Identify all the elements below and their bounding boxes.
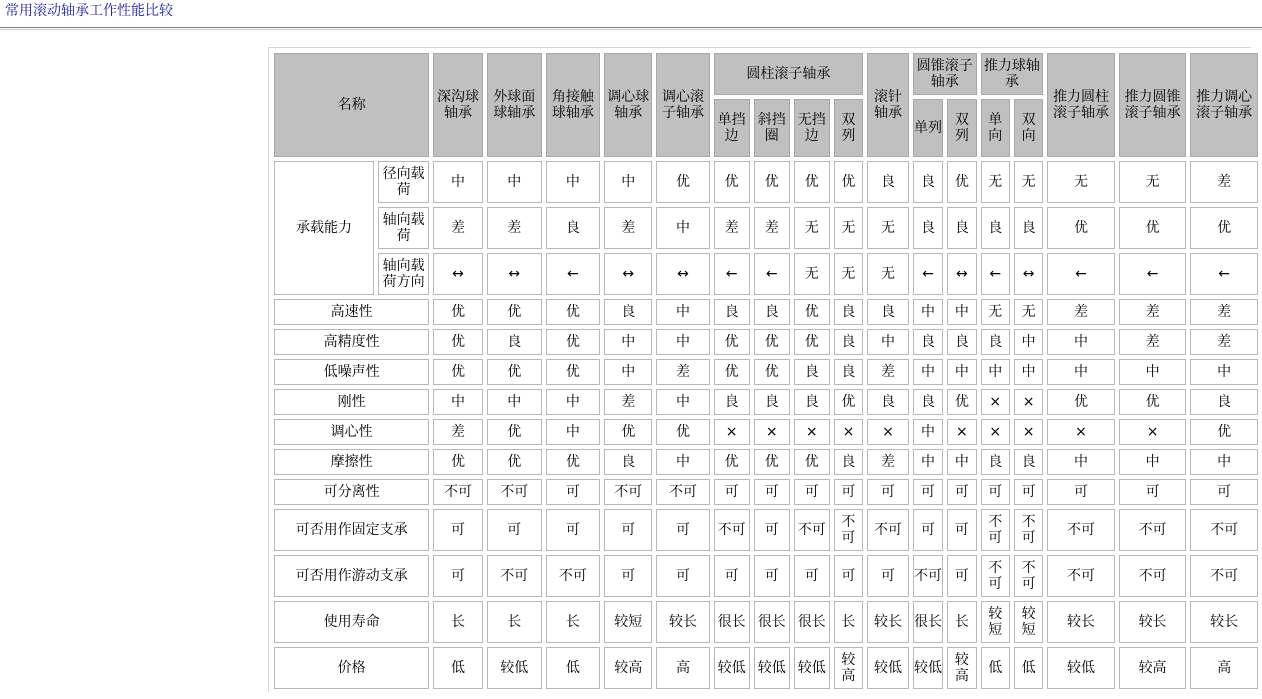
table-cell: 可 — [867, 555, 909, 597]
table-cell: 差 — [604, 207, 652, 249]
table-cell: 无 — [981, 161, 1010, 203]
row-label: 高速性 — [274, 299, 429, 325]
table-cell: 良 — [546, 207, 600, 249]
table-cell: × — [867, 419, 909, 445]
table-cell: 良 — [981, 329, 1010, 355]
table-cell: 高 — [1190, 647, 1258, 689]
table-cell: 优 — [604, 419, 652, 445]
table-row — [274, 359, 1258, 385]
table-cell: 优 — [1047, 207, 1115, 249]
table-cell: 较低 — [794, 647, 830, 689]
subheader-thrust-two-way: 双向 — [1014, 99, 1043, 157]
table-cell: ← — [546, 253, 600, 295]
table-cell: 无 — [794, 207, 830, 249]
table-cell: 中 — [1190, 449, 1258, 475]
table-cell: 不可 — [656, 479, 709, 505]
header-self-align-ball: 调心球轴承 — [604, 53, 652, 157]
row-label: 径向载荷 — [378, 161, 429, 203]
table-cell: 中 — [1014, 359, 1043, 385]
table-cell: 不可 — [834, 509, 863, 551]
table-cell: 无 — [1014, 299, 1043, 325]
table-cell: 差 — [1190, 329, 1258, 355]
table-cell: 中 — [867, 329, 909, 355]
table-cell: 较高 — [947, 647, 976, 689]
table-cell: 中 — [981, 359, 1010, 385]
table-cell: 低 — [433, 647, 482, 689]
table-cell: 良 — [867, 299, 909, 325]
table-cell: 中 — [913, 419, 943, 445]
table-cell: 不可 — [546, 555, 600, 597]
table-cell: 长 — [834, 601, 863, 643]
table-cell: × — [794, 419, 830, 445]
table-cell: 差 — [867, 449, 909, 475]
table-cell: 良 — [604, 299, 652, 325]
table-cell: 良 — [834, 299, 863, 325]
table-cell: 可 — [754, 509, 790, 551]
table-cell: 高 — [656, 647, 709, 689]
table-cell: 可 — [656, 555, 709, 597]
table-cell: 差 — [433, 419, 482, 445]
table-cell: 差 — [487, 207, 542, 249]
table-cell: 长 — [947, 601, 976, 643]
table-cell: 中 — [947, 299, 976, 325]
header-cylindrical: 圆柱滚子轴承 — [714, 53, 863, 95]
table-cell: 中 — [1119, 359, 1187, 385]
table-cell: 不可 — [433, 479, 482, 505]
table-cell: 不可 — [714, 509, 750, 551]
table-cell: 不可 — [794, 509, 830, 551]
table-cell: 优 — [487, 419, 542, 445]
table-row — [274, 389, 1258, 415]
table-row — [274, 509, 1258, 551]
table-cell: 较高 — [1119, 647, 1187, 689]
table-cell: 可 — [1119, 479, 1187, 505]
table-cell: 良 — [981, 207, 1010, 249]
table-cell: 中 — [546, 389, 600, 415]
table-cell: 优 — [546, 449, 600, 475]
table-cell: 不可 — [1014, 509, 1043, 551]
table-cell: × — [1014, 419, 1043, 445]
table-cell: 中 — [546, 161, 600, 203]
table-row — [274, 253, 1258, 295]
table-cell: 优 — [754, 359, 790, 385]
table-cell: 差 — [754, 207, 790, 249]
table-body — [274, 53, 1258, 689]
table-cell: 很长 — [754, 601, 790, 643]
table-cell: 良 — [754, 299, 790, 325]
table-row — [274, 601, 1258, 643]
table-cell: 优 — [487, 449, 542, 475]
header-thrust-cylindrical: 推力圆柱滚子轴承 — [1047, 53, 1115, 157]
bearing-comparison-table — [270, 49, 1262, 693]
header-deep-groove: 深沟球轴承 — [433, 53, 482, 157]
table-cell: 较低 — [913, 647, 943, 689]
table-cell: ↔ — [487, 253, 542, 295]
table-cell: 中 — [947, 359, 976, 385]
table-cell: 可 — [867, 479, 909, 505]
title-divider — [0, 27, 1262, 28]
table-cell: 优 — [794, 329, 830, 355]
table-cell: × — [1119, 419, 1187, 445]
table-cell: 无 — [1119, 161, 1187, 203]
subheader-single-rib: 单挡边 — [714, 99, 750, 157]
table-cell: 长 — [433, 601, 482, 643]
table-cell: 可 — [487, 509, 542, 551]
table-cell: 可 — [834, 555, 863, 597]
table-cell: 良 — [867, 389, 909, 415]
table-cell: 可 — [913, 479, 943, 505]
table-cell: 无 — [834, 207, 863, 249]
subheader-tapered-double: 双列 — [947, 99, 976, 157]
subheader-tapered-single: 单列 — [913, 99, 943, 157]
table-cell: 不可 — [1190, 555, 1258, 597]
row-label: 轴向载荷 — [378, 207, 429, 249]
table-cell: 较短 — [604, 601, 652, 643]
table-cell: 不可 — [1014, 555, 1043, 597]
table-cell: 优 — [834, 389, 863, 415]
table-cell: 很长 — [794, 601, 830, 643]
row-label: 低噪声性 — [274, 359, 429, 385]
table-cell: 中 — [1047, 329, 1115, 355]
table-cell: 优 — [1190, 419, 1258, 445]
table-cell: 可 — [604, 509, 652, 551]
table-cell: 可 — [794, 479, 830, 505]
table-cell: 较长 — [867, 601, 909, 643]
table-cell: 可 — [433, 555, 482, 597]
table-cell: ↔ — [656, 253, 709, 295]
table-cell: 优 — [433, 329, 482, 355]
table-cell: 较低 — [867, 647, 909, 689]
table-cell: 中 — [1047, 359, 1115, 385]
table-cell: 较高 — [834, 647, 863, 689]
table-cell: 差 — [1119, 299, 1187, 325]
table-cell: 不可 — [981, 509, 1010, 551]
row-label: 轴向载荷方向 — [378, 253, 429, 295]
table-cell: × — [1047, 419, 1115, 445]
table-cell: 良 — [1190, 389, 1258, 415]
subheader-oblique-ring: 斜挡圈 — [754, 99, 790, 157]
table-cell: 差 — [433, 207, 482, 249]
table-cell: 中 — [656, 329, 709, 355]
table-cell: 良 — [1014, 207, 1043, 249]
row-label: 高精度性 — [274, 329, 429, 355]
table-cell: 良 — [714, 389, 750, 415]
row-label: 可分离性 — [274, 479, 429, 505]
table-cell: 不可 — [913, 555, 943, 597]
table-cell: 差 — [1190, 161, 1258, 203]
table-cell: 较短 — [981, 601, 1010, 643]
table-cell: 无 — [834, 253, 863, 295]
table-cell: ← — [913, 253, 943, 295]
table-cell: 可 — [714, 555, 750, 597]
table-cell: 不可 — [604, 479, 652, 505]
table-cell: × — [947, 419, 976, 445]
table-row — [274, 299, 1258, 325]
table-cell: 优 — [656, 161, 709, 203]
table-cell: 较长 — [1190, 601, 1258, 643]
table-cell: 优 — [433, 359, 482, 385]
table-cell: 中 — [1190, 359, 1258, 385]
table-cell: 良 — [714, 299, 750, 325]
table-cell: 中 — [1119, 449, 1187, 475]
table-cell: 长 — [487, 601, 542, 643]
table-cell: 良 — [913, 207, 943, 249]
table-cell: 优 — [834, 161, 863, 203]
table-cell: 差 — [714, 207, 750, 249]
table-cell: 优 — [754, 449, 790, 475]
table-cell: × — [1014, 389, 1043, 415]
row-label: 可否用作游动支承 — [274, 555, 429, 597]
table-row — [274, 329, 1258, 355]
table-cell: 很长 — [714, 601, 750, 643]
table-cell: 良 — [604, 449, 652, 475]
table-cell: 中 — [656, 449, 709, 475]
table-cell: 良 — [947, 207, 976, 249]
table-cell: 优 — [1119, 207, 1187, 249]
table-cell: 可 — [714, 479, 750, 505]
table-cell: 中 — [656, 389, 709, 415]
table-cell: 中 — [487, 389, 542, 415]
row-label: 调心性 — [274, 419, 429, 445]
table-cell: 优 — [1190, 207, 1258, 249]
table-cell: 较长 — [656, 601, 709, 643]
table-cell: 不可 — [867, 509, 909, 551]
table-cell: 优 — [487, 299, 542, 325]
table-cell: 良 — [834, 329, 863, 355]
table-cell: 可 — [656, 509, 709, 551]
table-cell: 中 — [546, 419, 600, 445]
table-cell: 中 — [604, 329, 652, 355]
table-cell: 较低 — [487, 647, 542, 689]
table-cell: 差 — [1190, 299, 1258, 325]
table-cell: 优 — [1047, 389, 1115, 415]
table-cell: 可 — [604, 555, 652, 597]
table-cell: 差 — [604, 389, 652, 415]
table-cell: 良 — [913, 161, 943, 203]
table-cell: 长 — [546, 601, 600, 643]
header-needle: 滚针轴承 — [867, 53, 909, 157]
row-label: 摩擦性 — [274, 449, 429, 475]
table-cell: 中 — [656, 207, 709, 249]
table-cell: 优 — [754, 329, 790, 355]
table-cell: ↔ — [947, 253, 976, 295]
table-cell: 中 — [1047, 449, 1115, 475]
table-cell: 不可 — [1119, 555, 1187, 597]
table-row — [274, 647, 1258, 689]
subheader-cyl-double: 双列 — [834, 99, 863, 157]
table-cell: 无 — [981, 299, 1010, 325]
table-cell: 可 — [1047, 479, 1115, 505]
table-cell: 良 — [1014, 449, 1043, 475]
table-cell: 优 — [714, 359, 750, 385]
table-cell: 可 — [546, 479, 600, 505]
table-cell: 较短 — [1014, 601, 1043, 643]
table-cell: 不可 — [487, 555, 542, 597]
table-cell: 可 — [981, 479, 1010, 505]
table-cell: 较高 — [604, 647, 652, 689]
table-cell: ← — [1047, 253, 1115, 295]
header-thrust-self-align: 推力调心滚子轴承 — [1190, 53, 1258, 157]
table-cell: 较低 — [1047, 647, 1115, 689]
title-divider-shadow — [0, 29, 1262, 30]
row-label: 价格 — [274, 647, 429, 689]
table-cell: 良 — [487, 329, 542, 355]
table-cell: 优 — [433, 449, 482, 475]
table-cell: 优 — [546, 299, 600, 325]
table-cell: 优 — [487, 359, 542, 385]
table-cell: 优 — [1119, 389, 1187, 415]
table-row — [274, 207, 1258, 249]
table-cell: 良 — [834, 449, 863, 475]
table-cell: × — [754, 419, 790, 445]
table-cell: 差 — [656, 359, 709, 385]
table-cell: 优 — [794, 161, 830, 203]
table-cell: 良 — [913, 329, 943, 355]
table-cell: 较低 — [714, 647, 750, 689]
table-cell: 中 — [1014, 329, 1043, 355]
table-cell: 中 — [604, 161, 652, 203]
table-cell: 不可 — [1190, 509, 1258, 551]
table-cell: × — [834, 419, 863, 445]
table-cell: 可 — [913, 509, 943, 551]
table-cell: ↔ — [604, 253, 652, 295]
table-cell: 低 — [1014, 647, 1043, 689]
load-capacity-group: 承载能力 — [274, 161, 374, 295]
page-title: 常用滚动轴承工作性能比较 — [5, 3, 173, 19]
table-cell: 良 — [947, 329, 976, 355]
table-cell: 可 — [433, 509, 482, 551]
table-cell: 可 — [794, 555, 830, 597]
table-cell: 可 — [834, 479, 863, 505]
table-cell: ↔ — [1014, 253, 1043, 295]
table-cell: 良 — [867, 161, 909, 203]
table-cell: × — [981, 419, 1010, 445]
table-cell: ← — [981, 253, 1010, 295]
table-cell: 良 — [794, 359, 830, 385]
table-cell: ← — [714, 253, 750, 295]
table-cell: 不可 — [981, 555, 1010, 597]
table-cell: 优 — [794, 449, 830, 475]
table-row — [274, 419, 1258, 445]
table-row — [274, 449, 1258, 475]
table-cell: 中 — [913, 299, 943, 325]
table-cell: 可 — [754, 479, 790, 505]
header-thrust-tapered: 推力圆锥滚子轴承 — [1119, 53, 1187, 157]
table-cell: ↔ — [433, 253, 482, 295]
subheader-no-rib: 无挡边 — [794, 99, 830, 157]
table-cell: × — [981, 389, 1010, 415]
table-cell: 中 — [604, 359, 652, 385]
table-cell: 优 — [433, 299, 482, 325]
table-cell: 较长 — [1047, 601, 1115, 643]
table-cell: ← — [754, 253, 790, 295]
table-cell: 中 — [656, 299, 709, 325]
table-cell: 良 — [981, 449, 1010, 475]
table-cell: 很长 — [913, 601, 943, 643]
header-self-align-roller: 调心滚子轴承 — [656, 53, 709, 157]
table-cell: 差 — [1119, 329, 1187, 355]
table-cell: 可 — [947, 555, 976, 597]
table-cell: 不可 — [487, 479, 542, 505]
table-row — [274, 479, 1258, 505]
table-row — [274, 555, 1258, 597]
table-cell: 差 — [867, 359, 909, 385]
table-cell: 良 — [913, 389, 943, 415]
table-cell: 中 — [487, 161, 542, 203]
row-label: 可否用作固定支承 — [274, 509, 429, 551]
header-name: 名称 — [274, 53, 429, 157]
table-cell: 优 — [546, 329, 600, 355]
table-cell: 无 — [867, 253, 909, 295]
table-cell: 可 — [754, 555, 790, 597]
table-cell: 优 — [947, 389, 976, 415]
table-cell: 良 — [834, 359, 863, 385]
header-thrust-ball: 推力球轴承 — [981, 53, 1044, 95]
table-cell: 优 — [714, 161, 750, 203]
header-angular-contact: 角接触球轴承 — [546, 53, 600, 157]
table-cell: 无 — [1014, 161, 1043, 203]
table-cell: 优 — [714, 449, 750, 475]
table-cell: × — [714, 419, 750, 445]
table-cell: 不可 — [1047, 509, 1115, 551]
table-cell: 优 — [754, 161, 790, 203]
table-cell: 无 — [794, 253, 830, 295]
table-cell: 优 — [794, 299, 830, 325]
table-cell: 差 — [1047, 299, 1115, 325]
table-row — [274, 161, 1258, 203]
row-label: 使用寿命 — [274, 601, 429, 643]
table-cell: 可 — [546, 509, 600, 551]
table-cell: 良 — [794, 389, 830, 415]
table-cell: 无 — [867, 207, 909, 249]
table-cell: 无 — [1047, 161, 1115, 203]
table-cell: ← — [1190, 253, 1258, 295]
table-cell: 中 — [433, 161, 482, 203]
table-cell: 可 — [947, 479, 976, 505]
table-cell: 优 — [656, 419, 709, 445]
table-cell: 优 — [714, 329, 750, 355]
table-cell: 可 — [947, 509, 976, 551]
table-cell: 优 — [546, 359, 600, 385]
table-cell: 较长 — [1119, 601, 1187, 643]
table-cell: 低 — [546, 647, 600, 689]
table-cell: 中 — [913, 449, 943, 475]
table-cell: 中 — [947, 449, 976, 475]
table-cell: 较低 — [754, 647, 790, 689]
table-cell: 可 — [1014, 479, 1043, 505]
table-cell: 低 — [981, 647, 1010, 689]
header-tapered: 圆锥滚子轴承 — [913, 53, 977, 95]
table-cell: 优 — [947, 161, 976, 203]
subheader-thrust-one-way: 单向 — [981, 99, 1010, 157]
header-outer-spherical: 外球面球轴承 — [487, 53, 542, 157]
table-cell: 中 — [913, 359, 943, 385]
row-label: 刚性 — [274, 389, 429, 415]
table-cell: 可 — [1190, 479, 1258, 505]
table-cell: ← — [1119, 253, 1187, 295]
table-cell: 中 — [433, 389, 482, 415]
table-cell: 良 — [754, 389, 790, 415]
table-cell: 不可 — [1119, 509, 1187, 551]
table-cell: 不可 — [1047, 555, 1115, 597]
